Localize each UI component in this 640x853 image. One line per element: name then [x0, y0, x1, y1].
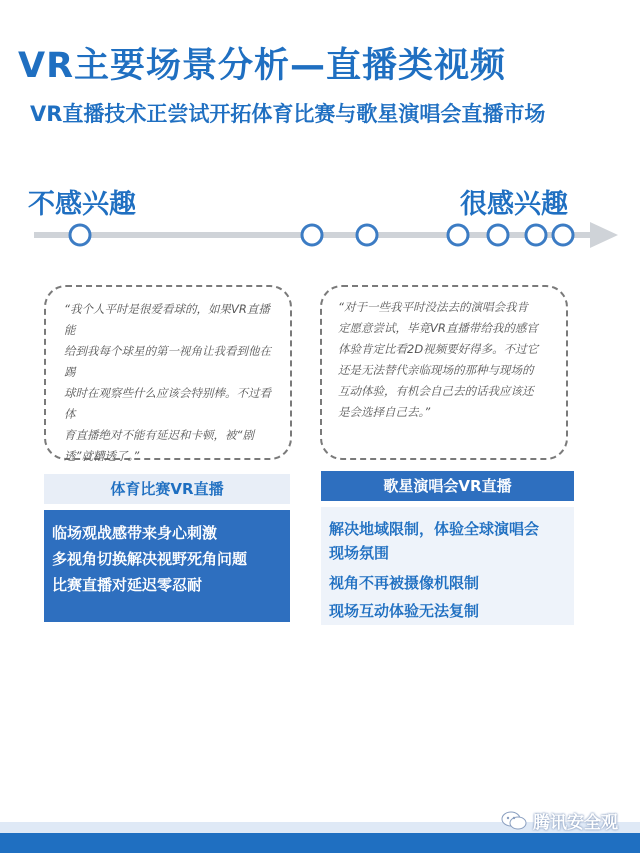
quote-line: 体验肯定比看2D视频要好得多。不过它 [338, 342, 539, 356]
scale-high-label: 很感兴趣 [460, 189, 568, 220]
quote-line: 育直播绝对不能有延迟和卡顿，被“剧 [64, 428, 254, 442]
concert-point: 解决地域限制，体验全球演唱会 [329, 520, 540, 538]
watermark [501, 808, 618, 833]
page-subtitle: VR直播技术正尝试开拓体育比赛与歌星演唱会直播市场 [30, 102, 546, 126]
concert-point: 视角不再被摄像机限制 [329, 574, 480, 592]
scale-arrow-head [590, 222, 618, 248]
concert-header: 歌星演唱会VR直播 [321, 471, 574, 501]
sports-points-panel [44, 510, 290, 622]
interest-scale [0, 218, 640, 252]
scale-marker [488, 225, 508, 245]
quote-line: “我个人平时是很爱看球的，如果VR直播能 [64, 302, 270, 337]
scale-marker [448, 225, 468, 245]
concert-quote-box [320, 285, 568, 460]
quote-line: 是会选择自己去。” [338, 405, 431, 419]
concert-points-panel [321, 507, 574, 625]
concert-point: 现场氛围 [329, 544, 390, 562]
sports-point: 临场观战感带来身心刺激 [52, 524, 218, 542]
page-title: VR主要场景分析—直播类视频 [18, 46, 507, 86]
quote-line: 球时在观察些什么应该会特别棒。不过看体 [64, 386, 271, 421]
watermark-text: 腾讯安全观 [533, 813, 618, 833]
scale-marker [357, 225, 377, 245]
scale-marker [526, 225, 546, 245]
quote-line: 透”就糟透了。” [64, 449, 140, 463]
quote-line: 定愿意尝试，毕竟VR直播带给我的感官 [338, 321, 538, 335]
footer-band [0, 833, 640, 853]
scale-marker [70, 225, 90, 245]
quote-line: 还是无法替代亲临现场的那种与现场的 [338, 363, 534, 377]
sports-header: 体育比赛VR直播 [44, 474, 290, 504]
sports-point: 多视角切换解决视野死角问题 [52, 550, 248, 568]
quote-line: 给到我每个球星的第一视角让我看到他在踢 [64, 344, 271, 379]
wechat-icon [501, 811, 527, 831]
concert-point: 现场互动体验无法复制 [329, 602, 480, 620]
scale-marker [302, 225, 322, 245]
scale-low-label: 不感兴趣 [28, 189, 136, 220]
quote-line: 互动体验，有机会自己去的话我应该还 [338, 384, 534, 398]
scale-marker [553, 225, 573, 245]
quote-line: “对于一些我平时没法去的演唱会我肯 [338, 300, 528, 314]
sports-point: 比赛直播对延迟零忍耐 [52, 576, 203, 594]
sports-quote-box [44, 285, 292, 463]
